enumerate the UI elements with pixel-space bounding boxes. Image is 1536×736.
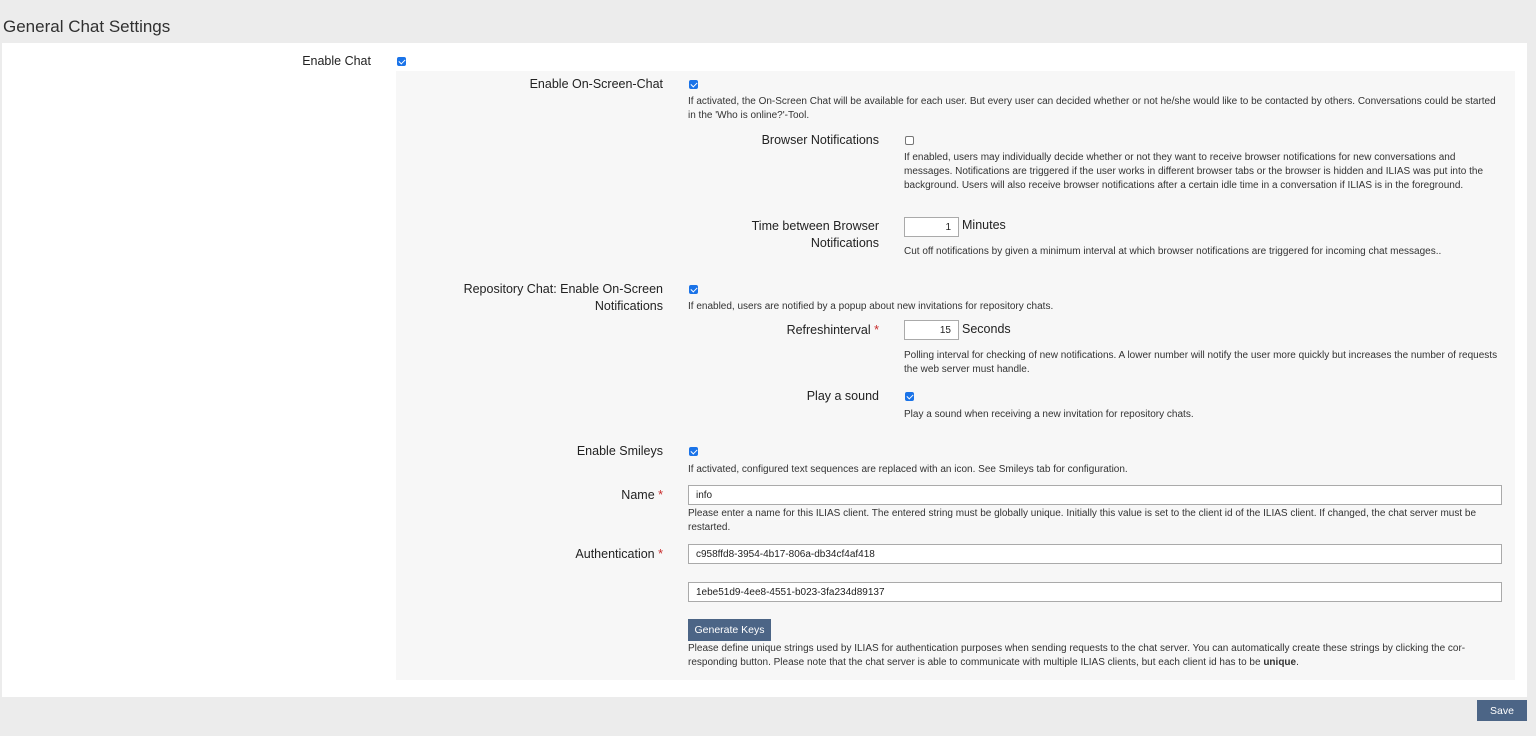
authentication-help-text: Please define unique strings used by ILIAS for authentication purposes when sending requests to the chat server. You can automatically create these strings by clicking the cor-responding button. Please note that the chat server is able to communicate with multiple ILIAS clients, but each client id has to be (688, 643, 1466, 668)
name-label (621, 487, 663, 504)
play-sound-help: Play a sound when receiving a new invitation for repository chats. (904, 409, 1194, 420)
save-button[interactable]: Save (1477, 700, 1527, 721)
time-between-label-line2: Notifications (810, 236, 879, 250)
authentication-help (688, 642, 1503, 670)
authentication-label (575, 546, 663, 563)
minutes-unit: Minutes (962, 218, 1006, 232)
smileys-help: If activated, configured text sequences are replaced with an icon. See Smileys tab for configuration. (688, 464, 1128, 475)
time-between-label (752, 218, 879, 252)
play-sound-checkbox[interactable] (905, 392, 914, 401)
seconds-unit: Seconds (962, 322, 1011, 336)
refresh-interval-label-text: Refreshinterval (786, 323, 871, 337)
enable-chat-label: Enable Chat (302, 54, 371, 68)
page-title: General Chat Settings (3, 17, 171, 36)
repo-chat-help: If enabled, users are notified by a popup about new invitations for repository chats. (688, 301, 1054, 312)
auth-key-input[interactable]: c958ffd8-3954-4b17-806a-db34cf4af418 (688, 544, 1502, 564)
authentication-label-text: Authentication (575, 547, 655, 561)
on-screen-chat-checkbox[interactable] (689, 80, 698, 89)
browser-notifications-label: Browser Notifications (761, 133, 879, 147)
smileys-checkbox[interactable] (689, 447, 698, 456)
name-input[interactable]: info (688, 485, 1502, 505)
play-sound-label: Play a sound (806, 389, 879, 403)
name-help: Please enter a name for this ILIAS client. The entered string must be globally unique. Initially this value is set to the client id of the ILIAS client. If changed, the chat server must be restarted. (688, 508, 1477, 533)
on-screen-chat-help: If activated, the On-Screen Chat will be available for each user. But every user can decided whether or not he/she would like to be contacted by others. Conversations could be started in the 'Who is online?'-Tool. (688, 96, 1496, 121)
refresh-interval-input[interactable]: 15 (904, 320, 959, 340)
required-marker: * (658, 547, 663, 561)
repo-chat-label (464, 281, 663, 315)
refresh-interval-label (787, 322, 879, 339)
browser-notifications-checkbox[interactable] (905, 136, 914, 145)
time-between-help: Cut off notifications by given a minimum interval at which browser notifications are triggered for incoming chat messages.. (904, 246, 1442, 257)
repo-chat-label-line1: Repository Chat: Enable On-Screen (463, 282, 663, 296)
browser-notifications-help: If enabled, users may individually decide whether or not they want to receive browser notifications for new conversations and messages. Notifications are triggered if the user works in different browser tabs or the browser is hidden and ILIAS was put into the background. Users will also receive browser notifications after a certain idle time in a conversation if ILIAS is in the foreground. (904, 152, 1483, 191)
repo-chat-checkbox[interactable] (689, 285, 698, 294)
authentication-help-bold: unique (1263, 657, 1297, 668)
auth-secret-input[interactable]: 1ebe51d9-4ee8-4551-b023-3fa234d89137 (688, 582, 1502, 602)
on-screen-chat-label: Enable On-Screen-Chat (529, 77, 663, 91)
required-marker: * (874, 323, 879, 337)
smileys-label: Enable Smileys (576, 444, 663, 458)
enable-chat-checkbox[interactable] (397, 57, 406, 66)
generate-keys-button[interactable]: Generate Keys (688, 619, 771, 641)
repo-chat-label-line2: Notifications (594, 299, 663, 313)
name-label-text: Name (621, 488, 655, 502)
refresh-interval-help: Polling interval for checking of new notifications. A lower number will notify the user more quickly but increases the number of requests the web server must handle. (904, 350, 1498, 375)
required-marker: * (658, 488, 663, 502)
time-between-input[interactable]: 1 (904, 217, 959, 237)
time-between-label-line1: Time between Browser (751, 219, 879, 233)
authentication-help-suffix: . (1296, 657, 1299, 668)
